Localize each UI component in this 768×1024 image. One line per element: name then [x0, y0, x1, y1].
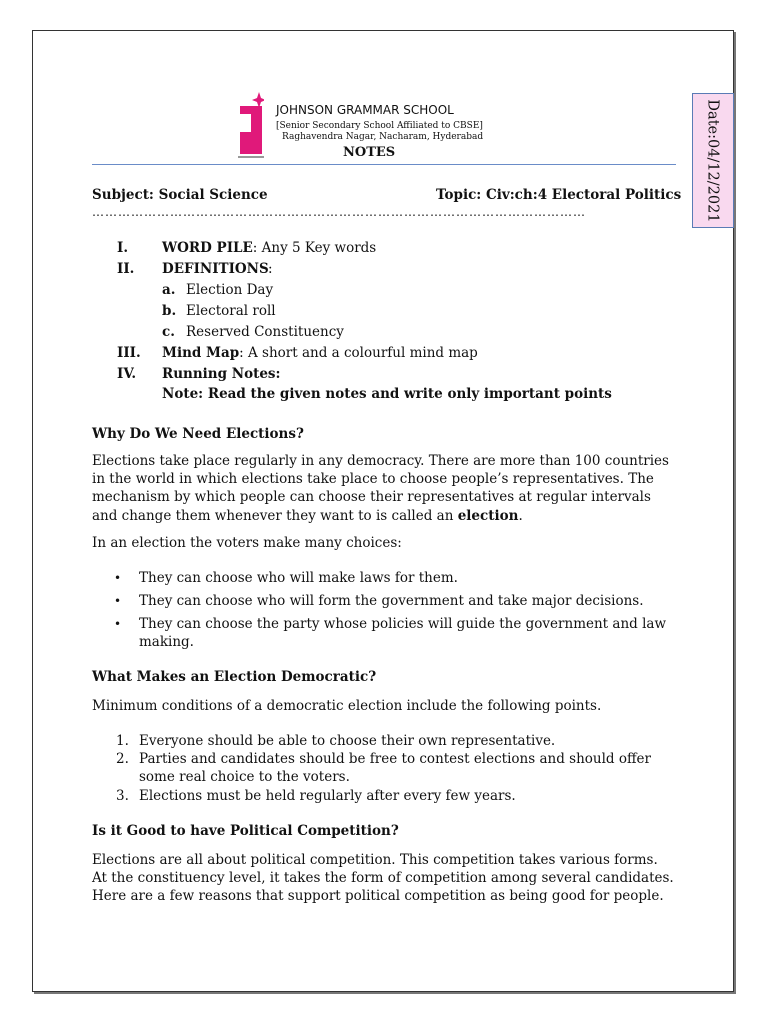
definition-letter-a: a. — [162, 282, 176, 298]
paragraph-line: Elections are all about political competition. This competition takes various forms. — [92, 852, 658, 868]
outline-num-2: II. — [117, 261, 135, 277]
section-heading-why-elections: Why Do We Need Elections? — [92, 426, 304, 442]
school-name: JOHNSON GRAMMAR SCHOOL — [276, 103, 454, 117]
school-affiliation: [Senior Secondary School Affiliated to CBSE] — [276, 121, 483, 131]
outline-note: Note: Read the given notes and write only important points — [162, 386, 612, 402]
paragraph-line: in the world in which elections take place to choose people’s representatives. The — [92, 471, 654, 487]
bullet-item-continued: making. — [139, 634, 194, 650]
numbered-label-1: 1. — [116, 733, 129, 749]
definition-electoral-roll: Electoral roll — [186, 303, 276, 319]
bullet-item: They can choose who will form the government and take major decisions. — [139, 593, 644, 609]
outline-num-3: III. — [117, 345, 141, 361]
numbered-label-2: 2. — [116, 751, 129, 767]
bullet-item: They can choose who will make laws for them. — [139, 570, 458, 586]
numbered-item: Parties and candidates should be free to contest elections and should offer — [139, 751, 651, 767]
outline-item-definitions: DEFINITIONS — [162, 261, 269, 277]
date-box — [692, 93, 734, 228]
subject-label: Subject: Social Science — [92, 187, 268, 203]
section-heading-democratic-election: What Makes an Election Democratic? — [92, 669, 377, 685]
date-text: Date:04/12/2021 — [705, 98, 722, 223]
topic-label: Topic: Civ:ch:4 Electoral Politics — [436, 187, 682, 203]
numbered-item: Everyone should be able to choose their own representative. — [139, 733, 556, 749]
paragraph-line: and change them whenever they want to is called an election. — [92, 508, 523, 524]
outline-num-1: I. — [117, 240, 129, 256]
outline-item-word-pile: WORD PILE: Any 5 Key words — [162, 240, 377, 256]
bullet-dot: • — [114, 594, 122, 608]
dotted-separator: …………………………………………………………………………………………………… — [92, 205, 586, 219]
section-heading-political-competition: Is it Good to have Political Competition? — [92, 823, 399, 839]
school-logo — [238, 92, 264, 162]
definition-letter-c: c. — [162, 324, 175, 340]
paragraph-minimum-conditions: Minimum conditions of a democratic election include the following points. — [92, 698, 602, 714]
paragraph-line: Elections take place regularly in any democracy. There are more than 100 countries — [92, 453, 669, 469]
outline-item-running-notes: Running Notes: — [162, 366, 281, 382]
outline-item-mind-map: Mind Map: A short and a colourful mind map — [162, 345, 478, 361]
paragraph-line: At the constituency level, it takes the form of competition among several candidates. — [92, 870, 674, 886]
definitions-colon: : — [268, 261, 273, 277]
header-rule — [92, 164, 676, 165]
bullet-item: They can choose the party whose policies will guide the government and law — [139, 616, 666, 632]
paragraph-voter-choices: In an election the voters make many choices: — [92, 535, 402, 551]
outline-num-4: IV. — [117, 366, 137, 382]
bullet-dot: • — [114, 571, 122, 585]
definition-election-day: Election Day — [186, 282, 274, 298]
paragraph-line: mechanism by which people can choose their representatives at regular intervals — [92, 489, 651, 505]
notes-title: NOTES — [343, 145, 396, 160]
bullet-dot: • — [114, 617, 122, 631]
definition-reserved-constituency: Reserved Constituency — [186, 324, 344, 340]
numbered-label-3: 3. — [116, 788, 129, 804]
school-address: Raghavendra Nagar, Nacharam, Hyderabad — [282, 132, 484, 142]
paragraph-line: Here are a few reasons that support political competition as being good for people. — [92, 888, 664, 904]
definition-letter-b: b. — [162, 303, 177, 319]
numbered-item-continued: some real choice to the voters. — [139, 769, 350, 785]
numbered-item: Elections must be held regularly after every few years. — [139, 788, 516, 804]
